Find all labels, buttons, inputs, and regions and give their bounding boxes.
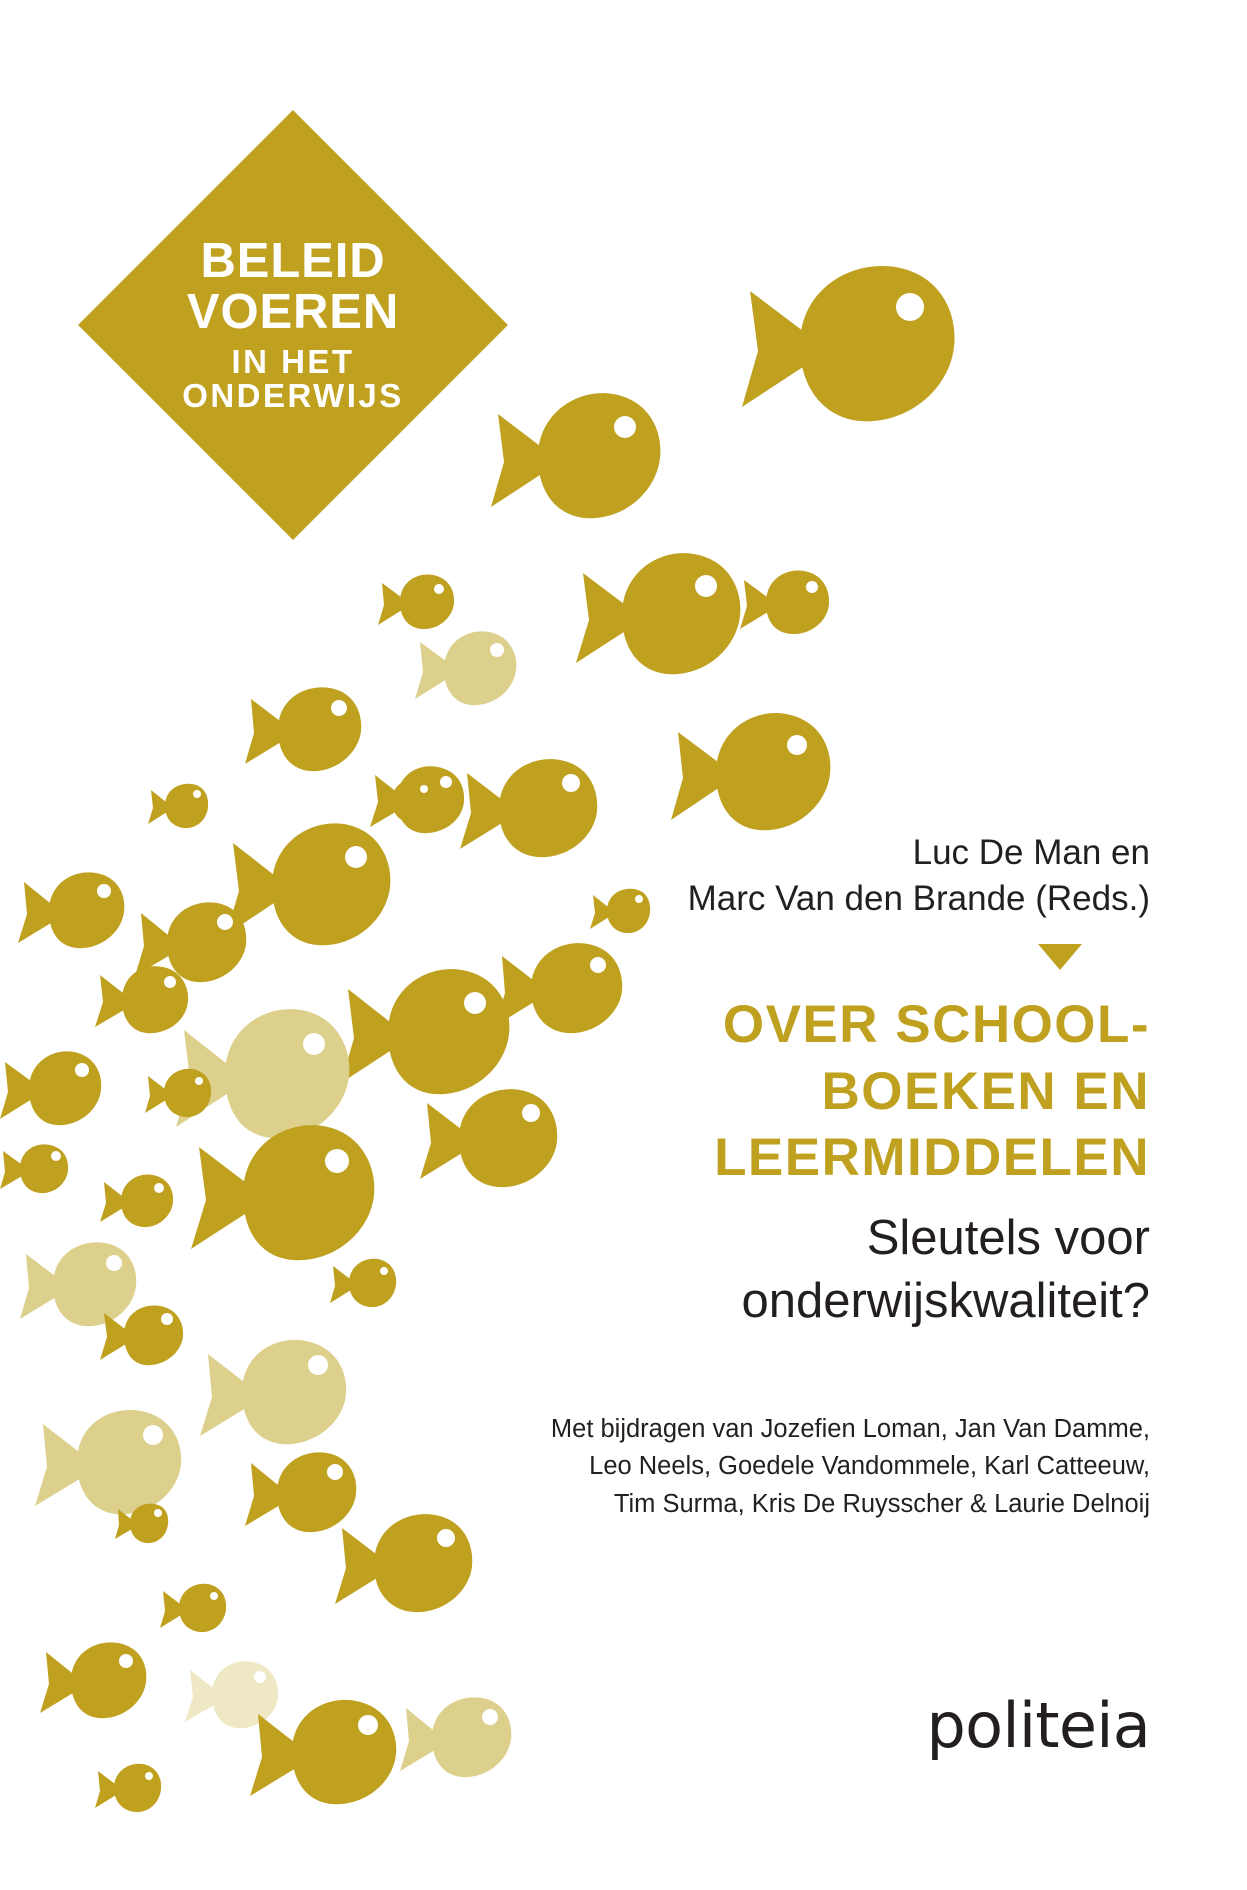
fish-shape bbox=[740, 255, 960, 435]
fish-shape bbox=[415, 625, 520, 713]
fish-shape bbox=[115, 1500, 170, 1546]
fish-shape bbox=[370, 955, 430, 1005]
fish-shape bbox=[670, 705, 835, 841]
fish-shape bbox=[100, 1300, 185, 1371]
title-line-3: LEERMIDDELEN bbox=[714, 1127, 1150, 1187]
fish-shape bbox=[155, 845, 217, 897]
subtitle-line-2: onderwijskwaliteit? bbox=[741, 1273, 1150, 1328]
cover-text-block bbox=[530, 830, 1150, 1524]
fish-shape bbox=[490, 385, 665, 530]
badge-line-4: ONDERWIJS bbox=[182, 377, 404, 415]
fish-shape bbox=[0, 1140, 70, 1198]
fish-shape bbox=[18, 865, 128, 957]
fish-shape bbox=[100, 1170, 175, 1232]
fish-shape bbox=[175, 1545, 237, 1597]
fish-shape bbox=[95, 1760, 163, 1817]
series-badge bbox=[78, 110, 508, 540]
fish-shape bbox=[300, 1175, 362, 1227]
contributors-line-2: Leo Neels, Goedele Vandommele, Karl Catteeuw, bbox=[589, 1452, 1150, 1481]
fish-shape bbox=[245, 680, 365, 780]
title-line-1: OVER SCHOOL- bbox=[722, 995, 1150, 1055]
subtitle-line-1: Sleutels voor bbox=[866, 1211, 1150, 1266]
fish-shape bbox=[250, 1690, 400, 1815]
fish-shape bbox=[40, 1635, 150, 1727]
fish-shape bbox=[325, 1260, 383, 1308]
contributors-line-1: Met bijdragen van Jozefien Loman, Jan Van Damme, bbox=[550, 1414, 1150, 1443]
page-title bbox=[530, 992, 1150, 1191]
fish-shape bbox=[400, 1690, 515, 1786]
contributors bbox=[530, 1411, 1150, 1524]
contributors-line-3: Tim Surma, Kris De Ruysscher & Laurie Delnoij bbox=[613, 1490, 1150, 1519]
publisher-logo: politeia bbox=[926, 1689, 1150, 1762]
badge-line-2: VOEREN bbox=[186, 285, 400, 340]
title-line-2: BOEKEN EN bbox=[821, 1061, 1150, 1121]
authors-line-2: Marc Van den Brande (Reds.) bbox=[687, 879, 1150, 919]
fish-shape bbox=[225, 815, 395, 957]
fish-shape bbox=[200, 1330, 350, 1455]
fish-shape bbox=[0, 1045, 105, 1133]
fish-shape bbox=[148, 780, 210, 832]
fish-shape bbox=[335, 1505, 475, 1623]
fish-shape bbox=[145, 1065, 213, 1122]
triangle-marker-icon bbox=[1038, 944, 1082, 970]
badge-text bbox=[78, 110, 508, 540]
subtitle bbox=[530, 1207, 1150, 1332]
fish-shape bbox=[575, 545, 745, 685]
fish-shape bbox=[380, 790, 438, 838]
badge-line-1: BELEID bbox=[200, 234, 386, 289]
fish-shape bbox=[740, 565, 832, 641]
authors-line-1: Luc De Man en bbox=[912, 833, 1150, 872]
authors bbox=[530, 830, 1150, 922]
badge-line-3: IN HET bbox=[231, 343, 355, 381]
